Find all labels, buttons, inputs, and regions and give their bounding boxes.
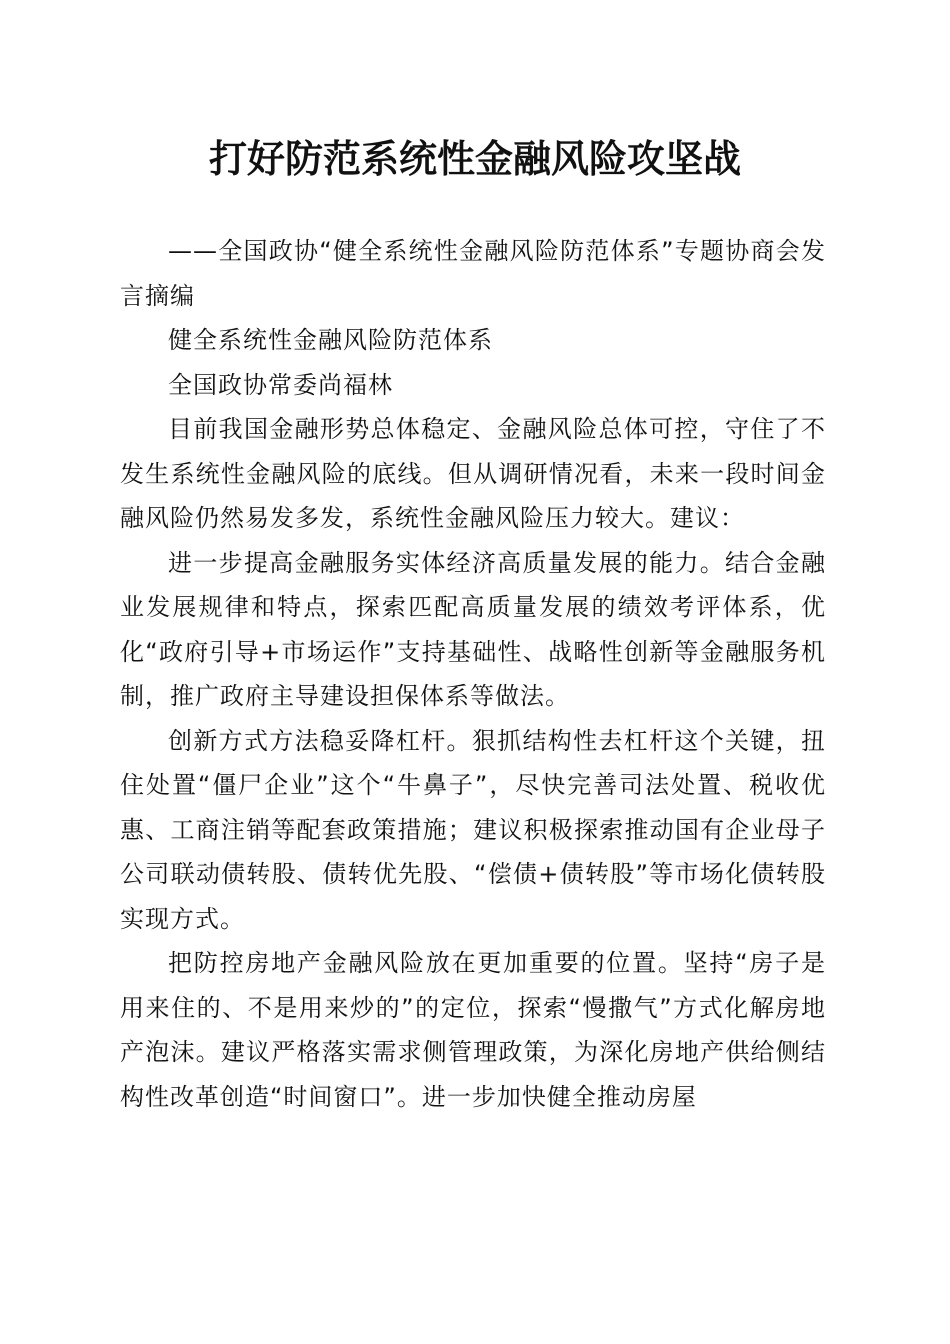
subtitle-paragraph: ——全国政协“健全系统性金融风险防范体系”专题协商会发言摘编 — [120, 237, 826, 310]
body-paragraph: 进一步提高金融服务实体经济高质量发展的能力。结合金融业发展规律和特点，探索匹配高质量发展的绩效考评体系，优化“政府引导+市场运作”支持基础性、战略性创新等金融服务机制，推广政府主导建设担保体系等做法。 — [120, 548, 826, 710]
document-body — [120, 229, 826, 1119]
speaker-line: 全国政协常委尚福林 — [168, 370, 393, 399]
section-heading: 健全系统性金融风险防范体系 — [168, 326, 493, 354]
body-paragraph: 创新方式方法稳妥降杠杆。狠抓结构性去杠杆这个关键，扭住处置“僵尸企业”这个“牛鼻子”，尽快完善司法处置、税收优惠、工商注销等配套政策措施；建议积极探索推动国有企业母子公司联动债转股、债转优先股、“偿债+债转股”等市场化债转股实现方式。 — [120, 726, 826, 933]
body-paragraph: 目前我国金融形势总体稳定、金融风险总体可控，守住了不发生系统性金融风险的底线。但从调研情况看，未来一段时间金融风险仍然易发多发，系统性金融风险压力较大。建议： — [120, 415, 826, 532]
body-paragraph: 把防控房地产金融风险放在更加重要的位置。坚持“房子是用来住的、不是用来炒的”的定位，探索“慢撒气”方式化解房地产泡沫。建议严格落实需求侧管理政策，为深化房地产供给侧结构性改革创造“时间窗口”。进一步加快健全推动房屋 — [120, 949, 826, 1111]
document-title: 打好防范系统性金融风险攻坚战 — [208, 136, 741, 181]
